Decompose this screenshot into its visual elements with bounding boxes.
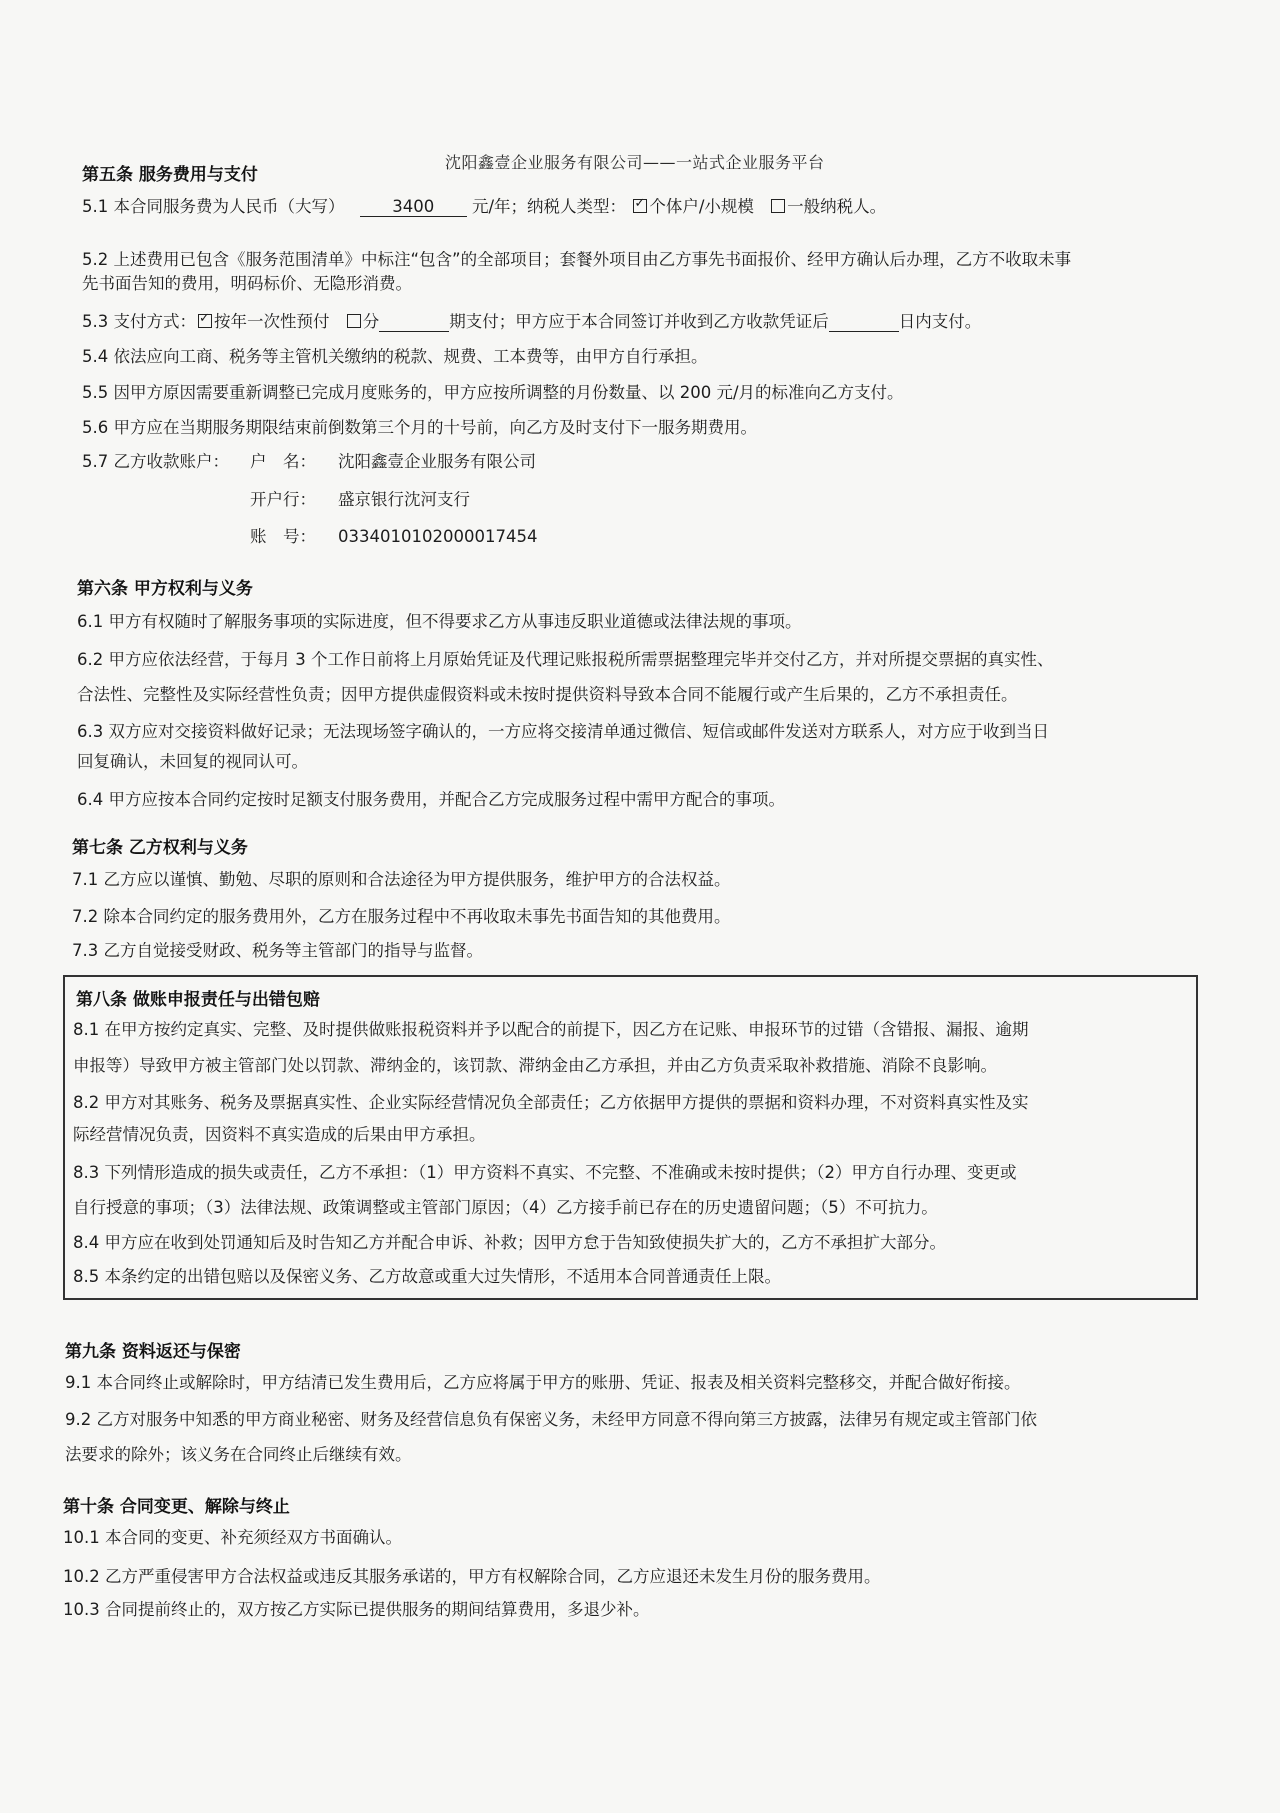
fee-amount: 3400 <box>360 198 467 217</box>
annual-prepay-label: 按年一次性预付 <box>214 312 330 331</box>
article-8-title: 第八条 做账申报责任与出错包赔 <box>76 990 320 1010</box>
clause-8-1-line1: 8.1 在甲方按约定真实、完整、及时提供做账报税资料并予以配合的前提下，因乙方在记账、申报环节的过错（含错报、漏报、逾期 <box>73 1020 1029 1039</box>
article-10-title: 第十条 合同变更、解除与终止 <box>63 1497 290 1517</box>
clause-6-4: 6.4 甲方应按本合同约定按时足额支付服务费用，并配合乙方完成服务过程中需甲方配合的事项。 <box>77 790 785 809</box>
clause-6-3-line2: 回复确认，未回复的视同认可。 <box>77 752 308 771</box>
installment-text: 期支付；甲方应于本合同签订并收到乙方收款凭证后 <box>449 312 829 331</box>
clause-5-3 <box>82 312 981 332</box>
clause-7-1: 7.1 乙方应以谨慎、勤勉、尽职的原则和合法途径为甲方提供服务，维护甲方的合法权益。 <box>72 870 731 889</box>
payment-days-text: 日内支付。 <box>898 312 982 331</box>
clause-5-7 <box>82 452 536 472</box>
page-header: 沈阳鑫壹企业服务有限公司——一站式企业服务平台 <box>445 153 825 172</box>
clause-9-2-line1: 9.2 乙方对服务中知悉的甲方商业秘密、财务及经营信息负有保密义务，未经甲方同意不得向第三方披露，法律另有规定或主管部门依 <box>65 1410 1037 1429</box>
clause-8-5: 8.5 本条约定的出错包赔以及保密义务、乙方故意或重大过失情形，不适用本合同普通责任上限。 <box>73 1267 781 1286</box>
installment-checkbox <box>347 314 361 328</box>
article-9-title: 第九条 资料返还与保密 <box>65 1342 241 1362</box>
clause-8-3-line1: 8.3 下列情形造成的损失或责任，乙方不承担：（1）甲方资料不真实、不完整、不准确或未按时提供；（2）甲方自行办理、变更或 <box>73 1163 1017 1182</box>
clause-6-2-line1: 6.2 甲方应依法经营，于每月 3 个工作日前将上月原始凭证及代理记账报税所需票据整理完毕并交付乙方，并对所提交票据的真实性、 <box>77 650 1054 669</box>
clause-10-3: 10.3 合同提前终止的，双方按乙方实际已提供服务的期间结算费用，多退少补。 <box>63 1600 650 1619</box>
account-name: 沈阳鑫壹企业服务有限公司 <box>338 452 536 471</box>
account-name-label: 户 名： <box>250 452 316 471</box>
clause-8-2-line2: 际经营情况负责，因资料不真实造成的后果由甲方承担。 <box>73 1125 486 1144</box>
clause-5-1-text: 5.1 本合同服务费为人民币（大写） <box>82 197 345 216</box>
clause-10-1: 10.1 本合同的变更、补充须经双方书面确认。 <box>63 1528 402 1547</box>
clause-9-1: 9.1 本合同终止或解除时，甲方结清已发生费用后，乙方应将属于甲方的账册、凭证、报表及相关资料完整移交，并配合做好衔接。 <box>65 1373 1021 1392</box>
clause-5-5: 5.5 因甲方原因需要重新调整已完成月度账务的，甲方应按所调整的月份数量、以 200 元/月的标准向乙方支付。 <box>82 383 904 402</box>
clause-6-1: 6.1 甲方有权随时了解服务事项的实际进度，但不得要求乙方从事违反职业道德或法律法规的事项。 <box>77 612 802 631</box>
article-6-title: 第六条 甲方权利与义务 <box>77 579 253 599</box>
bank-label: 开户行： <box>250 490 316 509</box>
clause-5-6: 5.6 甲方应在当期服务期限结束前倒数第三个月的十号前，向乙方及时支付下一服务期费用。 <box>82 418 757 437</box>
clause-5-3-text: 5.3 支付方式： <box>82 312 196 331</box>
small-scale-label: 个体户/小规模 <box>649 197 754 216</box>
clause-7-3: 7.3 乙方自觉接受财政、税务等主管部门的指导与监督。 <box>72 941 483 960</box>
clause-9-2-line2: 法要求的除外；该义务在合同终止后继续有效。 <box>65 1445 412 1464</box>
payment-days-blank <box>829 315 899 332</box>
article-7-title: 第七条 乙方权利与义务 <box>72 838 248 858</box>
small-scale-checkbox <box>633 199 647 213</box>
account-number-line <box>250 527 537 547</box>
bank-name: 盛京银行沈河支行 <box>338 490 470 509</box>
clause-8-1-line2: 申报等）导致甲方被主管部门处以罚款、滞纳金的，该罚款、滞纳金由乙方承担，并由乙方负责采取补救措施、消除不良影响。 <box>73 1056 997 1075</box>
general-taxpayer-checkbox <box>771 199 785 213</box>
clause-5-1-text-b: 元/年；纳税人类型： <box>472 197 627 216</box>
clause-6-3-line1: 6.3 双方应对交接资料做好记录；无法现场签字确认的，一方应将交接清单通过微信、短信或邮件发送对方联系人，对方应于收到当日 <box>77 722 1049 741</box>
annual-prepay-checkbox <box>198 314 212 328</box>
installment-label: 分 <box>362 312 380 331</box>
account-number: 0334010102000017454 <box>338 527 538 546</box>
installment-count-blank <box>379 315 449 332</box>
clause-5-2-line1: 5.2 上述费用已包含《服务范围清单》中标注“包含”的全部项目；套餐外项目由乙方事先书面报价、经甲方确认后办理，乙方不收取未事 <box>82 250 1072 269</box>
clause-7-2: 7.2 除本合同约定的服务费用外，乙方在服务过程中不再收取未事先书面告知的其他费用。 <box>72 907 731 926</box>
clause-5-7-text: 5.7 乙方收款账户： <box>82 452 229 471</box>
bank-line <box>250 490 470 510</box>
clause-5-4: 5.4 依法应向工商、税务等主管机关缴纳的税款、规费、工本费等，由甲方自行承担。 <box>82 347 708 366</box>
clause-6-2-line2: 合法性、完整性及实际经营性负责；因甲方提供虚假资料或未按时提供资料导致本合同不能履行或产生后果的，乙方不承担责任。 <box>77 685 1018 704</box>
clause-5-1 <box>82 197 886 217</box>
article-5-title: 第五条 服务费用与支付 <box>82 165 258 185</box>
clause-8-3-line2: 自行授意的事项；（3）法律法规、政策调整或主管部门原因；（4）乙方接手前已存在的历史遗留问题；（5）不可抗力。 <box>73 1198 938 1217</box>
general-taxpayer-label: 一般纳税人。 <box>787 197 887 216</box>
clause-8-2-line1: 8.2 甲方对其账务、税务及票据真实性、企业实际经营情况负全部责任；乙方依据甲方提供的票据和资料办理，不对资料真实性及实 <box>73 1093 1029 1112</box>
clause-10-2: 10.2 乙方严重侵害甲方合法权益或违反其服务承诺的，甲方有权解除合同，乙方应退还未发生月份的服务费用。 <box>63 1567 881 1586</box>
account-number-label: 账 号： <box>250 527 316 546</box>
clause-8-4: 8.4 甲方应在收到处罚通知后及时告知乙方并配合申诉、补救；因甲方怠于告知致使损失扩大的，乙方不承担扩大部分。 <box>73 1233 946 1252</box>
clause-5-2-line2: 先书面告知的费用，明码标价、无隐形消费。 <box>82 274 412 293</box>
